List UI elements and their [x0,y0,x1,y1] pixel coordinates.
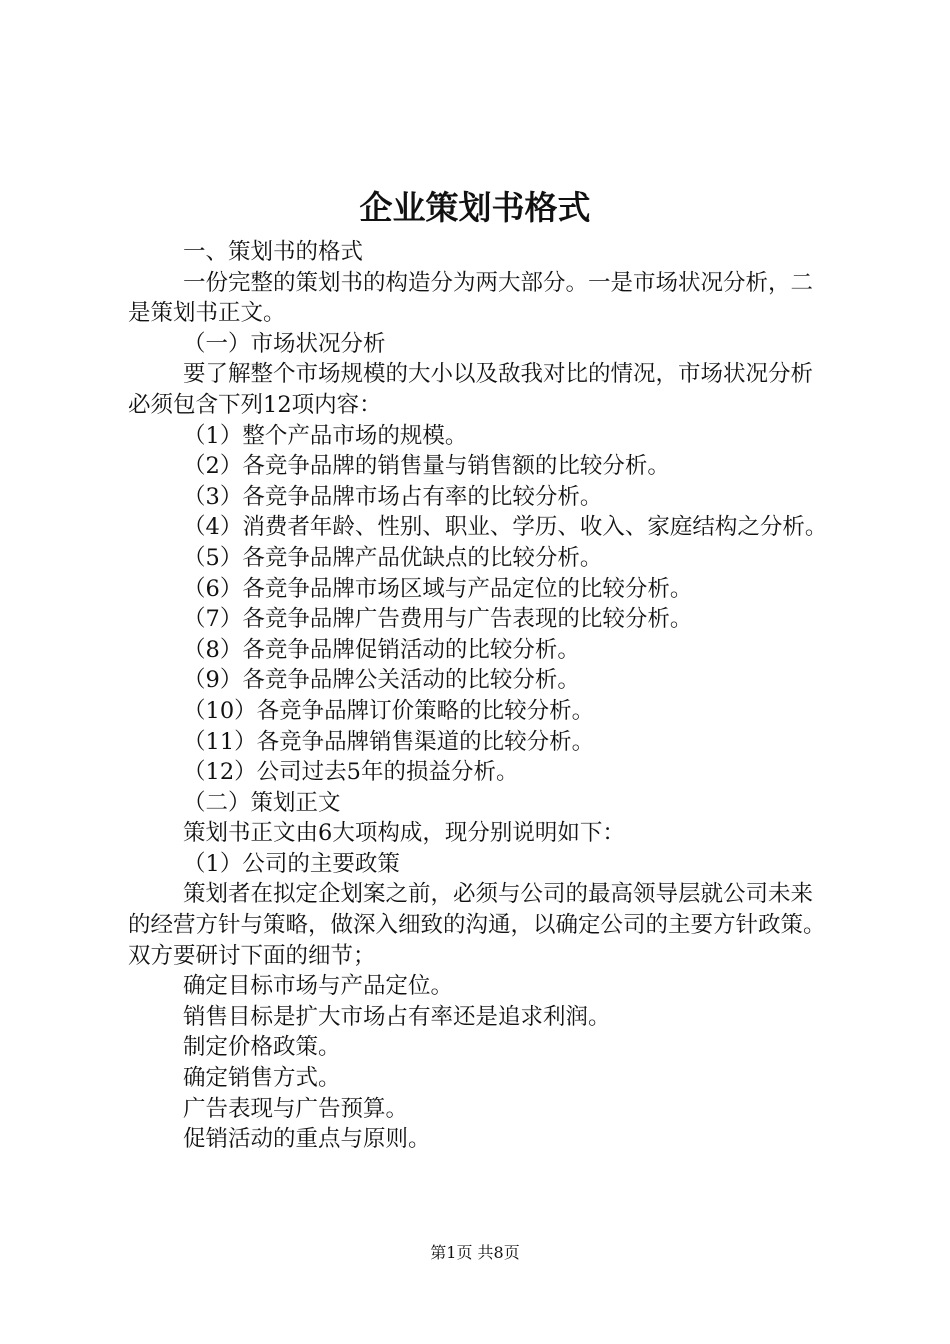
document-body [128,237,832,1155]
paragraph: （3）各竞争品牌市场占有率的比较分析。 [183,483,603,510]
paragraph: 要了解整个市场规模的大小以及敌我对比的情况，市场状况分析必须包含下列12项内容： [128,361,814,418]
page-number-footer: 第1页 共8页 [430,1243,520,1262]
paragraph: （8）各竞争品牌促销活动的比较分析。 [183,636,580,663]
paragraph: 策划书正文由6大项构成，现分别说明如下： [183,820,625,847]
paragraph: （1）公司的主要政策 [183,850,400,877]
paragraph: 确定销售方式。 [183,1065,341,1092]
paragraph: （10）各竞争品牌订价策略的比较分析。 [183,697,595,724]
paragraph: （12）公司过去5年的损益分析。 [183,759,519,786]
paragraph: 制定价格政策。 [183,1034,341,1061]
paragraph: 确定目标市场与产品定位。 [183,973,454,1000]
paragraph: （6）各竞争品牌市场区域与产品定位的比较分析。 [183,575,693,602]
paragraph: （一）市场状况分析 [183,330,386,357]
paragraph: （11）各竞争品牌销售渠道的比较分析。 [183,728,595,755]
paragraph: （2）各竞争品牌的销售量与销售额的比较分析。 [183,453,670,480]
paragraph: （7）各竞争品牌广告费用与广告表现的比较分析。 [183,606,693,633]
paragraph: 策划者在拟定企划案之前，必须与公司的最高领导层就公司未来的经营方针与策略，做深入细致的沟通，以确定公司的主要方针政策。双方要研讨下面的细节； [128,881,826,969]
paragraph: 销售目标是扩大市场占有率还是追求利润。 [183,1003,611,1030]
paragraph: 广告表现与广告预算。 [183,1095,409,1122]
paragraph: （二）策划正文 [183,789,341,816]
paragraph: （9）各竞争品牌公关活动的比较分析。 [183,667,580,694]
paragraph: 一、策划书的格式 [183,239,364,265]
paragraph: （5）各竞争品牌产品优缺点的比较分析。 [183,544,603,571]
paragraph: （1）整个产品市场的规模。 [183,422,468,449]
paragraph: 一份完整的策划书的构造分为两大部分。一是市场状况分析，二是策划书正文。 [128,269,814,327]
paragraph: （4）消费者年龄、性别、职业、学历、收入、家庭结构之分析。 [183,514,828,541]
paragraph: 促销活动的重点与原则。 [183,1126,431,1153]
document-title: 企业策划书格式 [359,188,591,227]
